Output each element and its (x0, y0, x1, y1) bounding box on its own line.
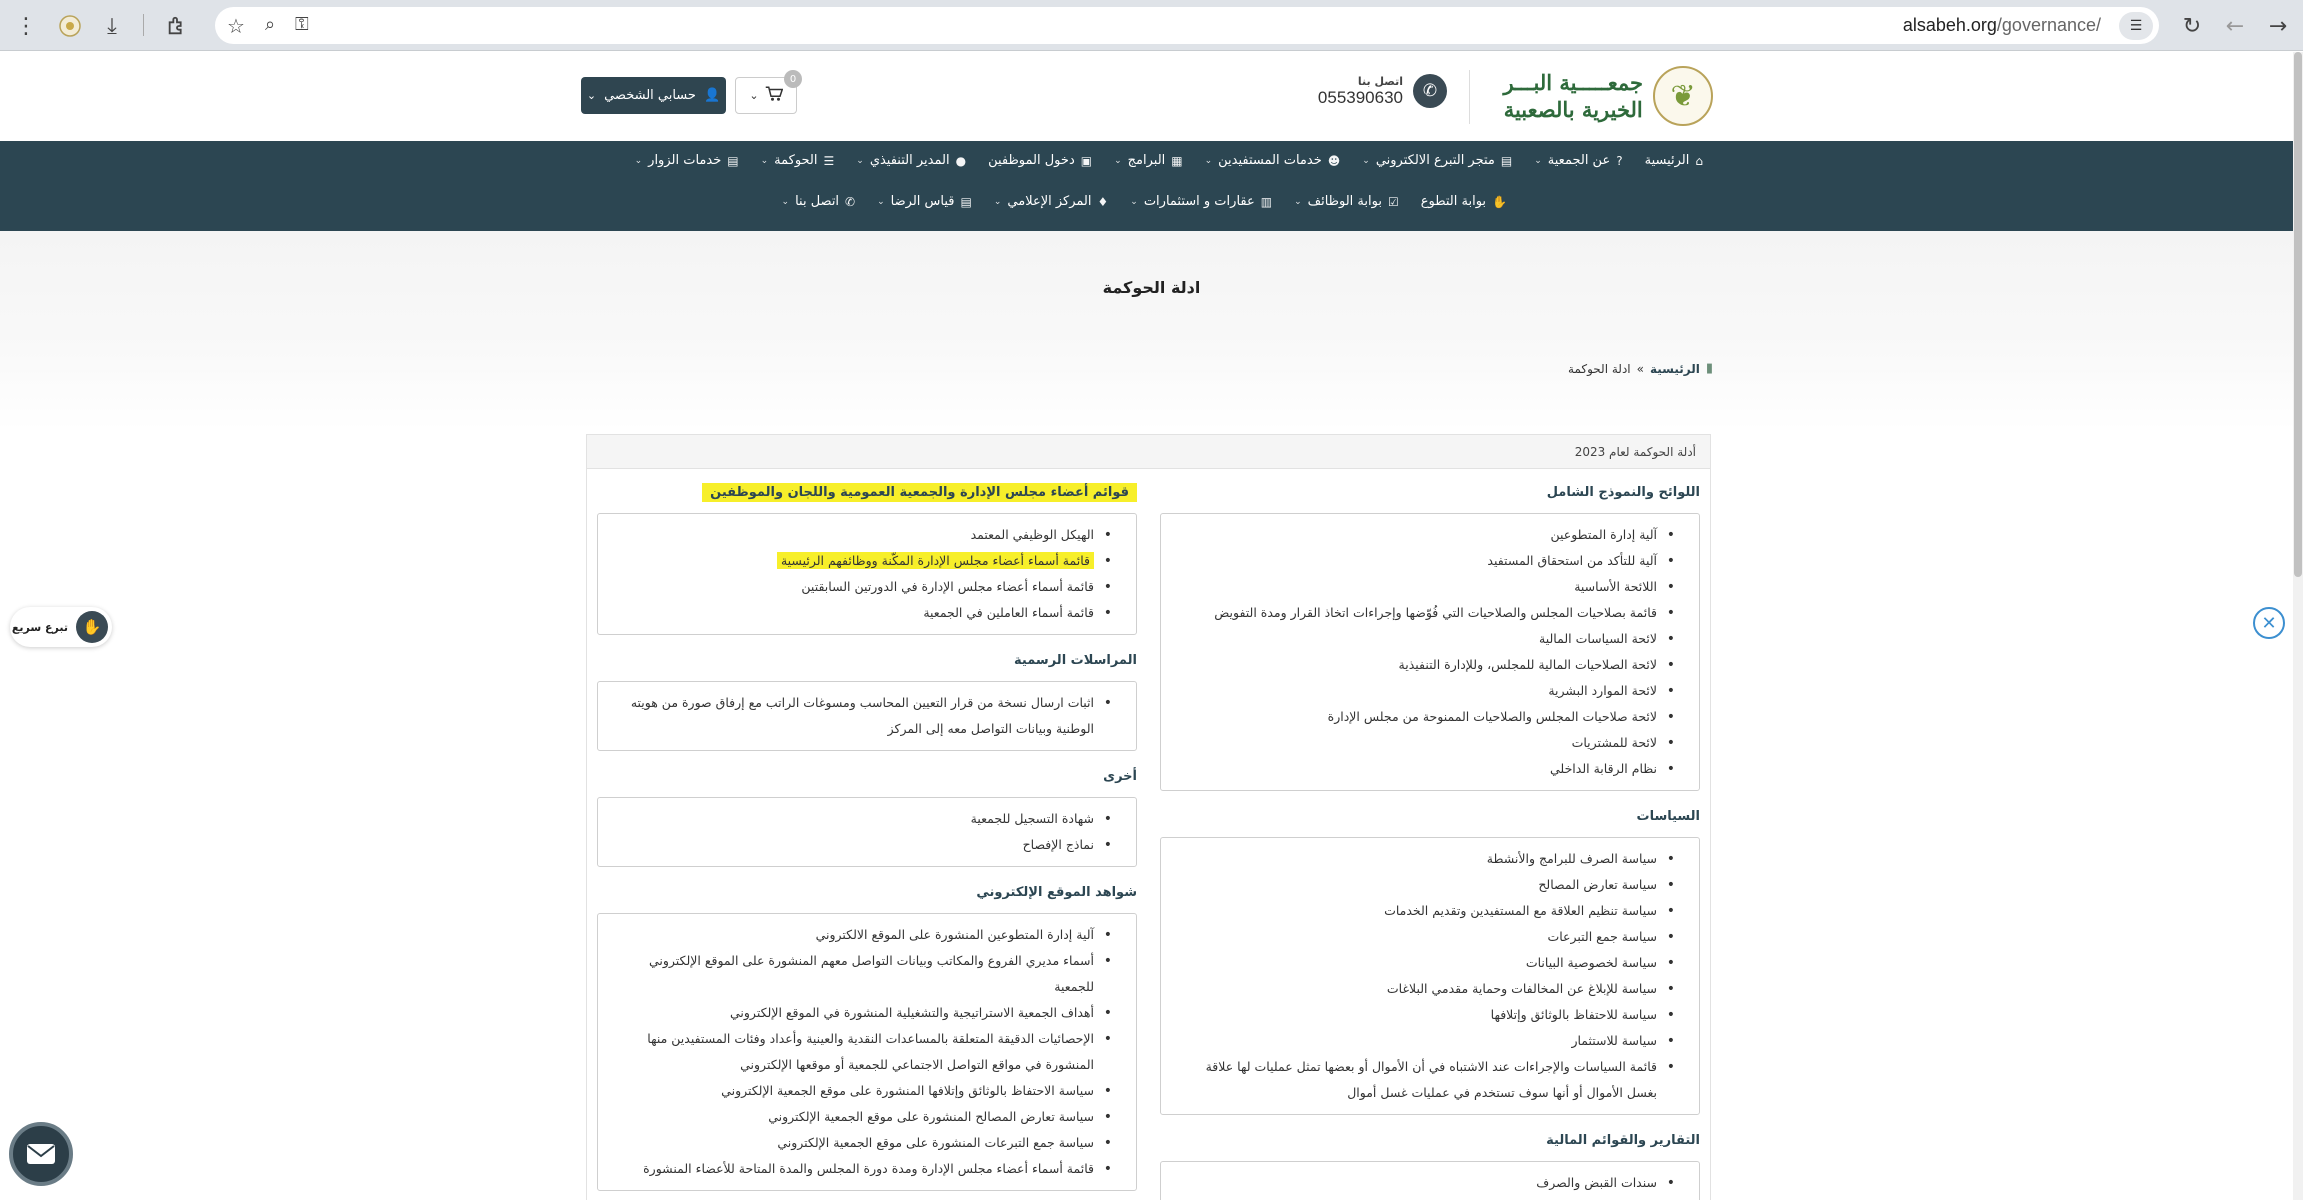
chevron-down-icon: ⌄ (993, 196, 1002, 207)
chevron-down-icon: ⌄ (586, 89, 597, 102)
building-icon: ▥ (1260, 194, 1273, 209)
download-icon[interactable]: ⤓ (107, 13, 117, 39)
document-list (1175, 1170, 1675, 1196)
document-link[interactable] (612, 806, 1112, 832)
question-icon: ? (1616, 153, 1623, 168)
browser-toolbar (0, 0, 2303, 51)
document-link[interactable] (612, 600, 1112, 626)
document-list (612, 806, 1112, 858)
governance-panel (586, 434, 1711, 1200)
document-link[interactable] (1175, 756, 1675, 782)
document-link[interactable] (1175, 522, 1675, 548)
home-icon: ⌂ (1695, 153, 1703, 168)
document-list-box (597, 513, 1137, 635)
logo-line-1: جمعـــــية البـــر (1503, 70, 1643, 95)
document-link[interactable] (1175, 1054, 1675, 1106)
nav-item-jobs-portal[interactable]: ☑ بوابة الوظائف ⌄ (1294, 194, 1399, 209)
document-link-text[interactable]: قائمة أسماء أعضاء مجلس الإدارة ومدة دورة المجلس والمدة المتاحة للأعضاء المنشورة (643, 1161, 1094, 1176)
document-link-text[interactable]: سياسة لخصوصية البيانات (1525, 955, 1657, 970)
document-link[interactable] (1175, 1002, 1675, 1028)
document-link-text[interactable]: قائمة السياسات والإجراءات عند الاشتباه في أن الأموال أو بعضها تمثل عمليات لها علاقة بغسل الأموال أو أنها سوف تستخدم في عمليات غسل أموال (1205, 1059, 1657, 1100)
reload-icon[interactable]: ↻ (2182, 13, 2202, 39)
id-card-icon: ▣ (1080, 153, 1093, 168)
document-link[interactable] (1175, 678, 1675, 704)
nav-item-visitor-services[interactable]: ▤ خدمات الزوار ⌄ (634, 153, 739, 168)
page-title: ادلة الحوكمة (1102, 278, 1201, 297)
zoom-icon[interactable]: ⌕ (264, 13, 276, 35)
scrollbar-thumb[interactable] (2294, 52, 2302, 577)
phone-number[interactable]: 055390630 (1317, 87, 1403, 107)
site-header (0, 52, 2303, 141)
left-column (597, 485, 1137, 1200)
breadcrumb-home[interactable]: الرئيسية (1649, 361, 1700, 376)
microphone-icon: ♦ (1097, 194, 1109, 209)
donate-hand-icon: ✋ (76, 611, 108, 643)
document-link[interactable] (612, 1104, 1112, 1130)
section-title-text: قوائم أعضاء مجلس الإدارة والجمعية العمومية واللجان والموظفين (702, 483, 1137, 502)
document-link-text[interactable]: سياسة تعارض المصالح (1538, 877, 1657, 892)
nav-item-about[interactable]: ? عن الجمعية ⌄ (1534, 153, 1623, 168)
document-link-text[interactable]: شهادة التسجيل للجمعية (970, 811, 1094, 826)
back-icon[interactable]: → (2268, 13, 2288, 39)
document-list (1175, 846, 1675, 1106)
document-link[interactable] (1175, 924, 1675, 950)
section-title-text: التقارير والقوائم المالية (1546, 1133, 1700, 1148)
contact-label: اتصل بنا (1357, 74, 1403, 88)
wheat-emblem-icon: ❦ (1653, 66, 1713, 126)
chevron-down-icon: ⌄ (1294, 196, 1302, 207)
nav-row-2 (782, 194, 1507, 209)
account-button[interactable] (581, 77, 726, 114)
document-link-text[interactable]: لائحة الموارد البشرية (1548, 683, 1657, 698)
document-link-text[interactable]: سياسة تعارض المصالح المنشورة على موقع الجمعية الإلكتروني (768, 1109, 1094, 1124)
chevron-down-icon: ⌄ (760, 155, 769, 166)
breadcrumb-separator: » (1636, 361, 1644, 376)
document-link[interactable] (612, 1078, 1112, 1104)
users-icon: ☻ (1327, 153, 1341, 168)
key-icon[interactable]: ⚿ (295, 13, 309, 35)
document-link[interactable] (1175, 626, 1675, 652)
chevron-down-icon: ⌄ (749, 89, 759, 102)
nav-item-satisfaction[interactable]: ▤ قياس الرضا ⌄ (877, 194, 972, 209)
document-link-text[interactable]: سياسة الصرف للبرامج والأنشطة (1486, 851, 1657, 866)
document-link-text[interactable]: قائمة أسماء أعضاء مجلس الإدارة في الدورتين السابقتين (801, 579, 1094, 594)
document-link-text[interactable]: اثبات ارسال نسخة من قرار التعيين المحاسب ومسوغات الراتب مع إرفاق صورة من هويته الوطنية وبيانات التواصل معه إلى المركز (630, 695, 1094, 736)
right-column (1160, 485, 1700, 1200)
star-icon[interactable]: ☆ (227, 13, 245, 38)
nav-item-beneficiary-services[interactable]: ☻ خدمات المستفيدين ⌄ (1204, 153, 1341, 168)
section-title (597, 653, 1137, 673)
document-link-text[interactable]: نماذج الإفصاح (1022, 837, 1094, 852)
document-link[interactable] (612, 690, 1112, 742)
site-info-icon[interactable]: ☰ (2119, 12, 2153, 40)
document-link-text[interactable]: لائحة صلاحيات المجلس والصلاحيات الممنوحة من مجلس الإدارة (1327, 709, 1657, 724)
chevron-down-icon: ⌄ (877, 196, 885, 207)
section-title (597, 485, 1137, 505)
chevron-down-icon: ⌄ (1114, 155, 1122, 166)
person-icon: ● (955, 153, 967, 168)
document-link[interactable] (1175, 846, 1675, 872)
document-link[interactable] (612, 832, 1112, 858)
document-link-text[interactable]: قائمة أسماء العاملين في الجمعية (923, 605, 1094, 620)
document-link[interactable] (612, 1026, 1112, 1078)
forward-icon[interactable]: ← (2225, 13, 2245, 39)
section-title-text: اللوائح والنموذج الشامل (1546, 485, 1700, 500)
document-link[interactable] (612, 948, 1112, 1000)
quick-donate-label: تبرع سريع (11, 620, 68, 634)
document-link-text[interactable]: سياسة تنظيم العلاقة مع المستفيدين وتقديم الخدمات (1384, 903, 1657, 918)
section-title (1160, 1133, 1700, 1153)
page-scrollbar[interactable] (2293, 52, 2303, 1200)
document-link[interactable] (1175, 574, 1675, 600)
mail-icon[interactable] (9, 1122, 73, 1186)
document-link-text[interactable]: قائمة أسماء أعضاء مجلس الإدارة المكّنة ووظائفهم الرئيسية (777, 552, 1094, 569)
document-link[interactable] (1175, 898, 1675, 924)
chevron-down-icon: ⌄ (781, 196, 790, 207)
phone-icon: ✆ (1413, 74, 1447, 108)
contact-info[interactable] (1318, 74, 1447, 108)
document-link-text[interactable]: سياسة جمع التبرعات المنشورة على موقع الجمعية الإلكتروني (777, 1135, 1094, 1150)
document-link-text[interactable]: سياسة جمع التبرعات (1547, 929, 1657, 944)
url-text[interactable]: alsabeh.org/governance/ (1902, 15, 2101, 35)
main-nav (0, 141, 2303, 231)
chevron-down-icon: ⌄ (1362, 155, 1370, 166)
puzzle-icon[interactable] (157, 6, 197, 46)
document-link-text[interactable]: سياسة الاحتفاظ بالوثائق وإتلافها المنشورة على موقع الجمعية الإلكتروني (721, 1083, 1094, 1098)
section-title-text: أخرى (1103, 769, 1137, 784)
nav-item-employee-login[interactable]: ▣ دخول الموظفين (988, 153, 1093, 168)
nav-item-contact[interactable]: ✆ اتصل بنا ⌄ (781, 194, 856, 209)
document-list (612, 690, 1112, 742)
address-bar[interactable] (215, 7, 2159, 44)
store-icon: ▤ (1500, 153, 1513, 168)
document-list (1175, 522, 1675, 782)
document-link[interactable] (1175, 1028, 1675, 1054)
toolbar-divider (143, 14, 144, 36)
panel-header[interactable]: أدلة الحوكمة لعام 2023 (587, 435, 1710, 469)
document-link[interactable] (612, 1000, 1112, 1026)
document-link[interactable] (1175, 652, 1675, 678)
document-link-text[interactable]: الإحصائيات الدقيقة المتعلقة بالمساعدات النقدية والعينية وأعداد وفئات المستفيدين منها المنشورة في مواقع التواصل الاجتماعي للجمعية أو موقعها الإلكتروني (647, 1031, 1094, 1072)
quick-donate-button[interactable] (10, 607, 112, 647)
document-link-text[interactable]: آلية إدارة المتطوعين المنشورة على الموقع الالكتروني (815, 927, 1094, 942)
section-title-text: شواهد الموقع الإلكتروني (976, 885, 1137, 900)
cart-icon (765, 86, 783, 106)
nav-row-1 (635, 153, 1703, 168)
chevron-down-icon: ⌄ (1534, 155, 1542, 166)
document-link[interactable] (612, 1130, 1112, 1156)
nav-item-volunteer-portal[interactable]: ✋ بوابة التطوع (1420, 194, 1507, 209)
document-list-box (597, 913, 1137, 1191)
document-list-box (597, 681, 1137, 751)
document-link[interactable] (612, 922, 1112, 948)
section-title (1160, 485, 1700, 505)
document-link-text[interactable]: نظام الرقابة الداخلي (1550, 761, 1657, 776)
site-logo[interactable] (1483, 64, 1713, 128)
document-link[interactable] (1175, 730, 1675, 756)
document-link[interactable] (612, 548, 1112, 574)
document-link-text[interactable]: آلية للتأكد من استحقاق المستفيد (1487, 553, 1657, 568)
document-link[interactable] (612, 522, 1112, 548)
document-list (612, 922, 1112, 1182)
document-link-text[interactable]: لائحة السياسات المالية (1539, 631, 1657, 646)
document-link-text[interactable]: لائحة الصلاحيات المالية للمجلس، وللإدارة التنفيذية (1398, 657, 1657, 672)
page-hero (0, 231, 2303, 431)
section-title (597, 885, 1137, 905)
account-label: حسابي الشخصي (604, 88, 696, 103)
extension-icon[interactable] (50, 6, 90, 46)
list-icon: ☰ (823, 153, 835, 168)
clipboard-icon: ▤ (960, 194, 972, 209)
document-link[interactable] (1175, 950, 1675, 976)
logo-line-2: الخيرية بالصعبية (1503, 97, 1643, 122)
bookmark-icon: ▮ (1705, 361, 1713, 376)
nav-item-donation-store[interactable]: ▤ متجر التبرع الالكتروني ⌄ (1362, 153, 1513, 168)
document-link[interactable] (1175, 600, 1675, 626)
header-divider (1469, 70, 1470, 124)
nav-item-media-center[interactable]: ♦ المركز الإعلامي ⌄ (993, 194, 1109, 209)
menu-dots-icon[interactable]: ⋮ (15, 13, 37, 39)
user-icon: 👤 (703, 88, 721, 103)
document-link-text[interactable]: أسماء مديري الفروع والمكاتب وبيانات التواصل معهم المنشورة على الموقع الإلكتروني للجمعية (648, 953, 1094, 994)
hand-icon: ✋ (1492, 194, 1507, 209)
document-link-text[interactable]: سندات القبض والصرف (1536, 1175, 1657, 1190)
document-link-text[interactable]: أهداف الجمعية الاستراتيجية والتشغيلية المنشورة في الموقع الإلكتروني (730, 1005, 1094, 1020)
document-link-text[interactable]: الهيكل الوظيفي المعتمد (970, 527, 1094, 542)
document-list (612, 522, 1112, 626)
section-title-text: المراسلات الرسمية (1014, 653, 1137, 668)
section-title (1160, 809, 1700, 829)
document-link-text[interactable]: سياسة للإبلاغ عن المخالفات وحماية مقدمي البلاغات (1386, 981, 1657, 996)
cart-button[interactable] (735, 73, 797, 114)
document-link[interactable] (1175, 976, 1675, 1002)
document-link[interactable] (1175, 548, 1675, 574)
document-link-text[interactable]: اللائحة الأساسية (1574, 579, 1657, 594)
document-list-box (1160, 1161, 1700, 1200)
document-link-text[interactable]: لائحة للمشتريات (1571, 735, 1657, 750)
cart-count-badge: 0 (784, 70, 802, 88)
document-link-text[interactable]: قائمة بصلاحيات المجلس والصلاحيات التي فُوّضها وإجراءات اتخاذ القرار ومدة التفويض (1214, 605, 1657, 620)
phone-icon: ✆ (845, 194, 856, 209)
document-link[interactable] (1175, 704, 1675, 730)
chevron-down-icon: ⌄ (856, 155, 864, 166)
chevron-down-icon: ⌄ (1130, 196, 1138, 207)
document-link-text[interactable]: سياسة للاحتفاظ بالوثائق وإتلافها (1490, 1007, 1657, 1022)
document-list-box (597, 797, 1137, 867)
document-link[interactable] (1175, 872, 1675, 898)
chevron-down-icon: ⌄ (1204, 155, 1213, 166)
close-icon[interactable]: ✕ (2253, 607, 2285, 639)
calendar-icon: ▦ (1171, 153, 1183, 168)
document-link-text[interactable]: آلية إدارة المتطوعين (1550, 527, 1657, 542)
document-link[interactable] (612, 1156, 1112, 1182)
services-icon: ▤ (727, 153, 739, 168)
check-square-icon: ☑ (1387, 194, 1399, 209)
document-link[interactable] (1175, 1170, 1675, 1196)
nav-item-executive-director[interactable]: ● المدير التنفيذي ⌄ (856, 153, 967, 168)
nav-item-home[interactable]: ⌂ الرئيسية (1644, 153, 1703, 168)
breadcrumb-current: ادلة الحوكمة (1568, 361, 1631, 376)
nav-item-governance[interactable]: ☰ الحوكمة ⌄ (760, 153, 835, 168)
section-title-text: السياسات (1636, 809, 1700, 824)
document-list-box (1160, 837, 1700, 1115)
document-list-box (1160, 513, 1700, 791)
breadcrumb (1568, 361, 1713, 376)
document-link-text[interactable]: سياسة للاستثمار (1571, 1033, 1657, 1048)
document-link[interactable] (612, 574, 1112, 600)
nav-item-real-estate[interactable]: ▥ عقارات و استثمارات ⌄ (1130, 194, 1273, 209)
nav-item-programs[interactable]: ▦ البرامج ⌄ (1114, 153, 1183, 168)
chevron-down-icon: ⌄ (634, 155, 643, 166)
section-title (597, 769, 1137, 789)
